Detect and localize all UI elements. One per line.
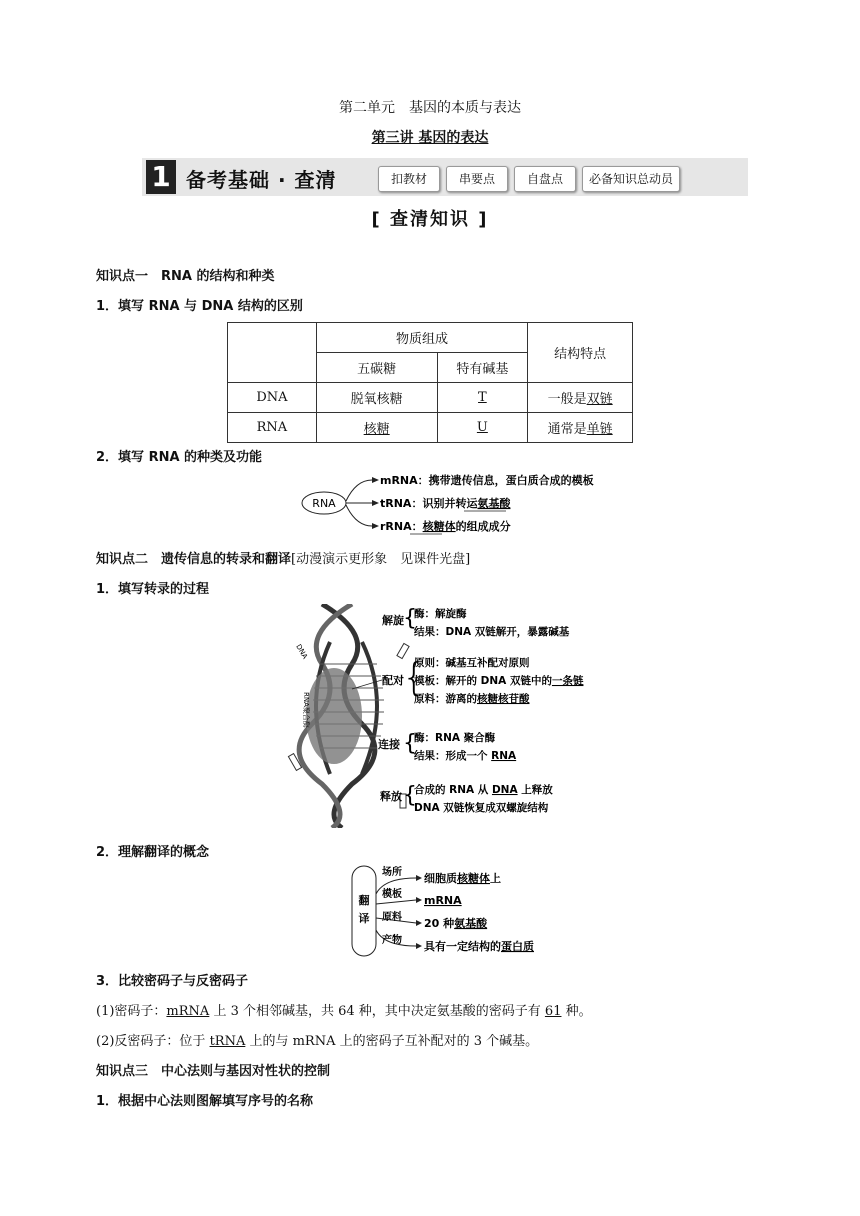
th-sugar: 五碳糖 [316,353,437,383]
rna-root-label: RNA [312,497,336,510]
th-material: 物质组成 [316,323,527,353]
svg-text:酶：解旋酶: 酶：解旋酶 [414,608,467,620]
banner-title: 备考基础 · 查清 [186,168,337,192]
anticodon-line: (2)反密码子：位于 tRNA 上的与 mRNA 上的密码子互补配对的 3 个碱基。 [96,1034,539,1049]
table-row: RNA 核糖 U 通常是单链 [228,413,633,443]
svg-text:产物: 产物 [382,935,402,946]
tab-textbook[interactable]: 扣教材 [378,166,440,192]
translation-label-bottom: 译 [358,912,370,925]
banner-number: 1 [146,160,176,194]
svg-text:{: { [403,606,417,631]
section-banner [142,158,748,196]
banner-subtitle: [ 查清知识 ] [371,209,489,230]
kp2-item3: 3．比较密码子与反密码子 [96,974,249,989]
svg-text:场所: 场所 [382,867,402,878]
kp3-item1: 1．根据中心法则图解填写序号的名称 [96,1094,314,1109]
svg-text:{: { [402,655,427,699]
rna-dna-table [227,322,633,443]
svg-text:具有一定结构的蛋白质: 具有一定结构的蛋白质 [424,940,534,953]
kp2-title-note: [动漫演示更形象 见课件光盘] [291,552,471,567]
kp1-item1: 1．填写 RNA 与 DNA 结构的区别 [96,299,303,314]
svg-text:mRNA: mRNA [424,894,462,907]
kp1-item2: 2．填写 RNA 的种类及功能 [96,450,263,465]
dna-strand-label: DNA [294,643,309,661]
kp2-item2: 2．理解翻译的概念 [96,845,210,860]
svg-text:结果：形成一个 RNA: 结果：形成一个 RNA [414,750,517,762]
svg-text:模板：解开的 DNA 双链中的一条链: 模板：解开的 DNA 双链中的一条链 [414,675,584,687]
codon-line: (1)密码子：mRNA 上 3 个相邻碱基，共 64 种，其中决定氨基酸的密码子有 61 种。 [96,1004,592,1019]
transcription-diagram [282,604,602,828]
rrna-label: rRNA：核糖体的组成成分 [380,520,511,533]
svg-text:细胞质核糖体上: 细胞质核糖体上 [424,872,501,885]
svg-text:结果：DNA 双链解开，暴露碱基: 结果：DNA 双链解开，暴露碱基 [414,626,570,638]
svg-text:DNA 双链恢复成双螺旋结构: DNA 双链恢复成双螺旋结构 [414,802,549,814]
svg-text:酶：RNA 聚合酶: 酶：RNA 聚合酶 [414,732,496,744]
step-release: 释放 [380,790,402,803]
svg-text:模板: 模板 [382,889,402,900]
svg-text:原料: 原料 [382,912,402,923]
rna-polymerase-label: RNA聚合酶 [302,692,310,728]
kp1-title: 知识点一 RNA 的结构和种类 [96,269,275,284]
unit-title: 第二单元 基因的本质与表达 [339,100,521,116]
lesson-title: 第三讲 基因的表达 [371,130,489,146]
rna-polymerase-shape [306,668,362,764]
translation-label-top: 翻 [358,894,370,907]
svg-text:20 种氨基酸: 20 种氨基酸 [424,917,488,930]
translation-diagram [350,864,570,960]
th-base: 特有碱基 [437,353,528,383]
kp2-title: 知识点二 遗传信息的转录和翻译[动漫演示更形象 见课件光盘] [96,552,471,567]
svg-text:原料：游离的核糖核苷酸: 原料：游离的核糖核苷酸 [414,693,530,705]
svg-text:原则：碱基互补配对原则: 原则：碱基互补配对原则 [414,657,530,669]
tab-key-points[interactable]: 串要点 [446,166,508,192]
mrna-label: mRNA：携带遗传信息，蛋白质合成的模板 [380,474,594,487]
svg-text:{: { [403,731,417,756]
rna-types-diagram [300,470,600,536]
svg-text:{: { [403,783,417,808]
th-structure: 结构特点 [528,323,633,383]
step-pairing: 配对 [382,674,404,687]
tab-self-check[interactable]: 自盘点 [514,166,576,192]
svg-text:合成的 RNA 从 DNA 上释放: 合成的 RNA 从 DNA 上释放 [414,784,553,796]
table-row: DNA 脱氧核糖 T 一般是双链 [228,383,633,413]
trna-label: tRNA：识别并转运氨基酸 [380,497,511,510]
kp3-title: 知识点三 中心法则与基因对性状的控制 [96,1064,331,1079]
tab-knowledge-review[interactable]: 必备知识总动员 [582,166,680,192]
step-linking: 连接 [378,738,400,751]
step-unwind: 解旋 [382,614,404,627]
kp2-item1: 1．填写转录的过程 [96,582,210,597]
